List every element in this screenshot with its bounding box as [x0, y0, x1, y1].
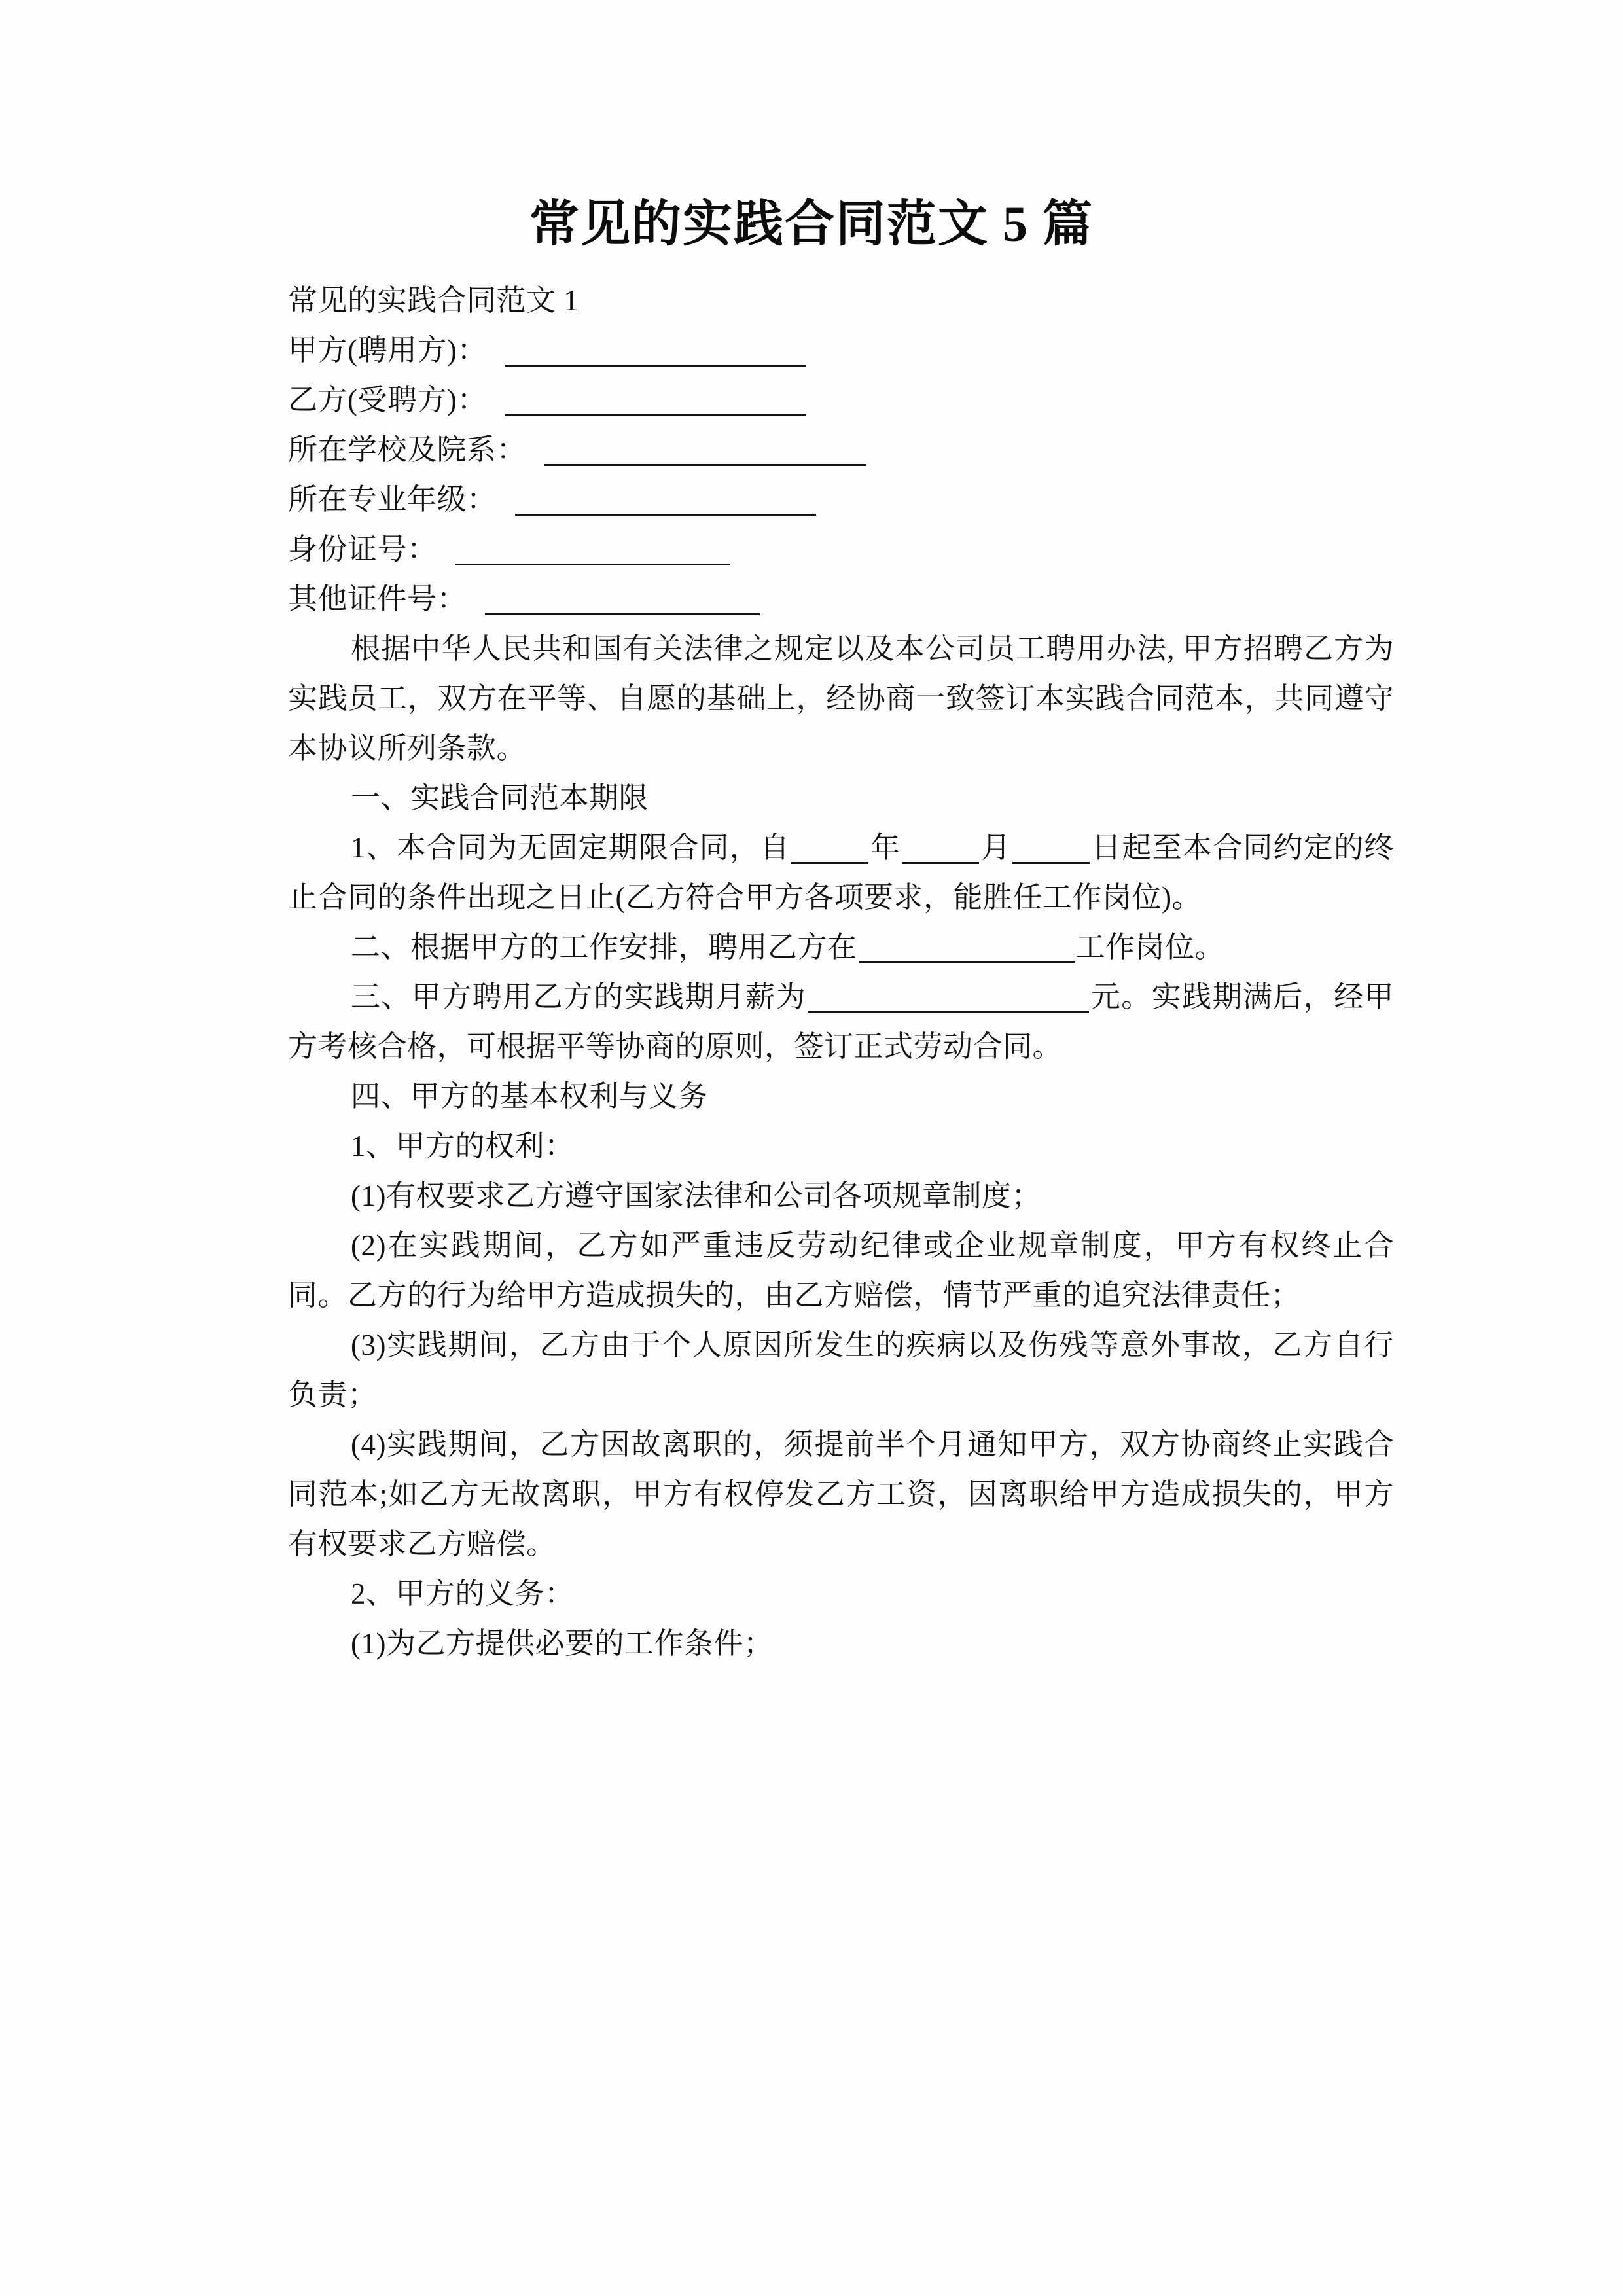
subsection-2-heading: 2、甲方的义务：: [351, 1577, 575, 1611]
document-body: [288, 276, 1394, 1668]
list-item-1-4: (4)实践期间，乙方因故离职的，须提前半个月通知甲方，双方协商终止实践合同范本;如乙方无故离职，甲方有权停发乙方工资，因离职给甲方造成损失的，甲方有权要求乙方赔偿。: [288, 1428, 1394, 1561]
form-row-major-grade: [288, 475, 1394, 524]
section-2-clause: [288, 922, 1394, 972]
form-label-major-grade: 所在专业年级：: [288, 483, 497, 516]
form-blank-school-department[interactable]: [544, 434, 866, 466]
clause-1-1-text-a: 1、本合同为无固定期限合同，自: [351, 831, 791, 865]
section-3-text-a: 三、甲方聘用乙方的实践期月薪为: [351, 980, 806, 1014]
preamble-paragraph: 根据中华人民共和国有关法律之规定以及本公司员工聘用办法, 甲方招聘乙方为实践员工，双方在平等、自愿的基础上，经协商一致签订本实践合同范本，共同遵守本协议所列条款。: [288, 632, 1394, 765]
form-row-party-a: [288, 325, 1394, 375]
section-3-blank-salary[interactable]: [808, 981, 1089, 1013]
form-label-other-id: 其他证件号：: [288, 583, 467, 616]
form-blank-id-number[interactable]: [455, 533, 730, 565]
form-blank-party-a[interactable]: [505, 334, 806, 367]
section-3-clause: [288, 972, 1394, 1071]
form-label-party-b: 乙方(受聘方)：: [288, 384, 487, 417]
list-item-1-1: (1)有权要求乙方遵守国家法律和公司各项规章制度；: [351, 1179, 1041, 1213]
form-row-school-department: [288, 425, 1394, 475]
list-item-1-3: (3)实践期间，乙方由于个人原因所发生的疾病以及伤残等意外事故，乙方自行负责；: [288, 1329, 1394, 1412]
form-row-party-b: [288, 375, 1394, 425]
section-3-text-b: 元。实践期满后，经甲方考核合格，可根据平等协商的原则，签订正式劳动合同。: [288, 980, 1394, 1064]
clause-1-1-text-b: 日起至本合同约定的终止合同的条件出现之日止(乙方符合甲方各项要求，能胜任工作岗位)。: [288, 831, 1394, 914]
section-2-text-b: 工作岗位。: [1075, 931, 1225, 964]
section-2-blank-position[interactable]: [859, 931, 1075, 963]
form-blank-other-id[interactable]: [485, 583, 760, 615]
clause-blank-month[interactable]: [902, 832, 979, 864]
page-title: 常见的实践合同范文 5 篇: [529, 197, 1094, 252]
document-subtitle: 常见的实践合同范文 1: [288, 284, 579, 317]
clause-1-1: [288, 823, 1394, 922]
list-item-1-2: (2)在实践期间，乙方如严重违反劳动纪律或企业规章制度，甲方有权终止合同。乙方的行为给甲方造成损失的，由乙方赔偿，情节严重的追究法律责任；: [288, 1229, 1394, 1312]
section-4-heading: 四、甲方的基本权利与义务: [351, 1080, 709, 1113]
subsection-1-heading: 1、甲方的权利：: [351, 1130, 575, 1163]
section-1-heading: 一、实践合同范本期限: [351, 781, 649, 815]
form-label-school-department: 所在学校及院系：: [288, 433, 527, 467]
form-blank-major-grade[interactable]: [515, 484, 816, 516]
clause-1-1-month-label: 月: [980, 831, 1012, 865]
clause-blank-day[interactable]: [1012, 832, 1090, 864]
form-row-id-number: [288, 524, 1394, 574]
form-blank-party-b[interactable]: [505, 384, 806, 416]
form-label-party-a: 甲方(聘用方)：: [288, 334, 487, 367]
list-item-2-1: (1)为乙方提供必要的工作条件；: [351, 1627, 774, 1660]
form-label-id-number: 身份证号：: [288, 533, 437, 566]
section-2-text-a: 二、根据甲方的工作安排，聘用乙方在: [351, 931, 857, 964]
form-row-other-id: [288, 574, 1394, 624]
clause-blank-year[interactable]: [791, 832, 868, 864]
clause-1-1-year-label: 年: [870, 831, 901, 865]
